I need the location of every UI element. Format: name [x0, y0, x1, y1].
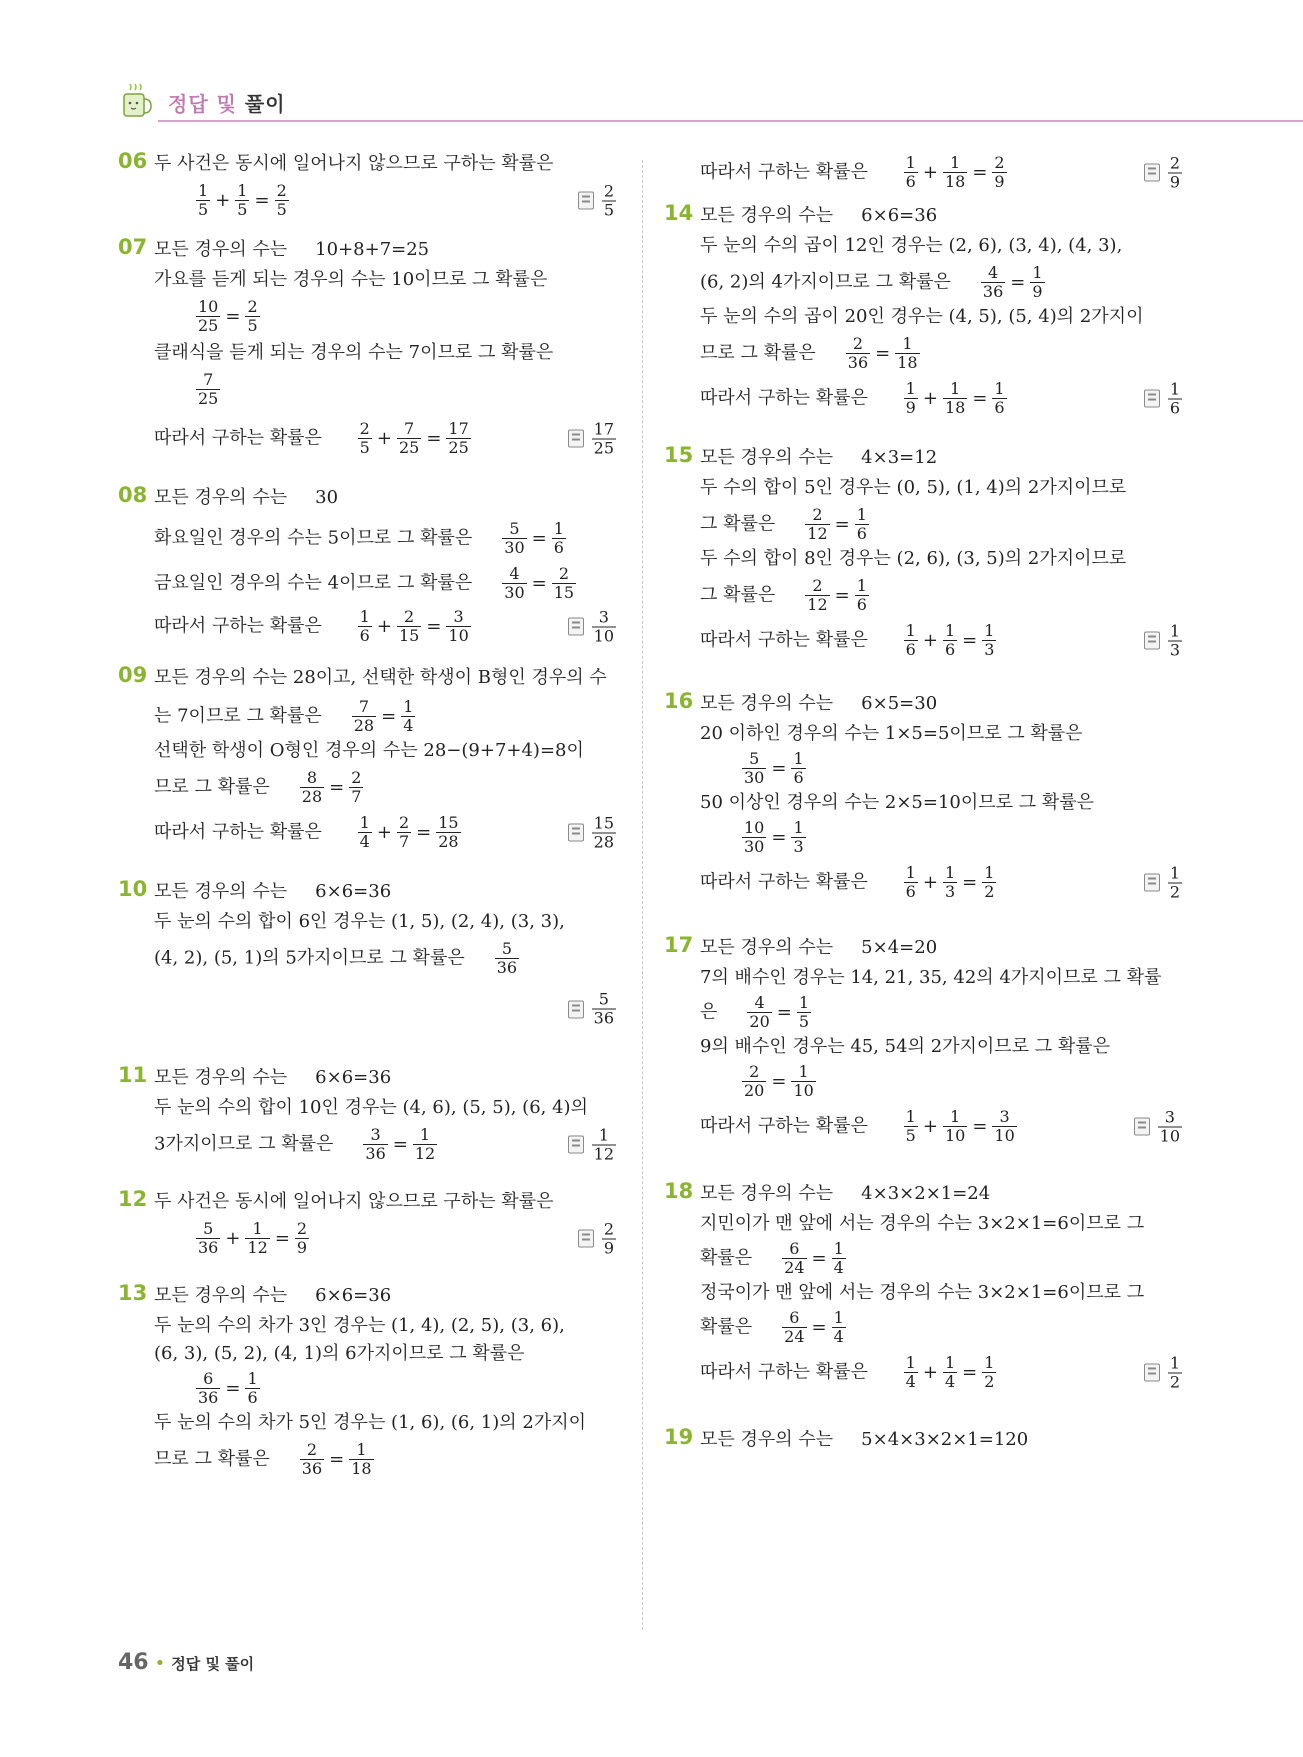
problem-text: 20 이하인 경우의 수는 1×5=5이므로 그 확률은	[700, 723, 1083, 744]
answer-mark-icon	[1144, 1364, 1160, 1382]
problem-number: 06	[118, 149, 148, 173]
mug-icon	[118, 82, 154, 122]
problem-18	[664, 1180, 1184, 1426]
fraction: $\frac{1}{5}$	[237, 181, 248, 219]
problem-16	[664, 690, 1184, 934]
problem-11	[118, 1064, 618, 1188]
equation-line: $\frac{6}{36}$ = $\frac{1}{6}$	[198, 1369, 258, 1407]
problem-number: 09	[118, 663, 148, 687]
problem-text: 화요일인 경우의 수는 5이므로 그 확률은 $\frac{5}{30}$ = $\frac{1}{6}$	[154, 519, 564, 557]
conclusion-line: 따라서 구하는 확률은 $\frac{2}{5}$ + $\frac{7}{25}$ = $\frac{17}{25}$ $\frac{17}{25}$	[118, 420, 618, 457]
problem-text: 므로 그 확률은 $\frac{8}{28}$ = $\frac{2}{7}$	[154, 768, 362, 806]
equation-line: $\frac{2}{20}$ = $\frac{1}{10}$	[744, 1062, 814, 1100]
header-rule	[158, 120, 1303, 122]
conclusion-line: 따라서 구하는 확률은 $\frac{1}{6}$ + $\frac{1}{6}$ = $\frac{1}{3}$ $\frac{1}{3}$	[664, 622, 1184, 659]
equation-line: $\frac{7}{25}$	[198, 370, 219, 408]
problem-text: 모든 경우의 수는 5×4=20	[700, 937, 938, 958]
problem-text: 모든 경우의 수는 10+8+7=25	[154, 239, 430, 260]
conclusion-line: 따라서 구하는 확률은 $\frac{1}{9}$ + $\frac{1}{18}$ = $\frac{1}{6}$ $\frac{1}{6}$	[664, 380, 1184, 417]
conclusion-line: 따라서 구하는 확률은 $\frac{1}{6}$ + $\frac{1}{3}$ = $\frac{1}{2}$ $\frac{1}{2}$	[664, 864, 1184, 901]
answer-mark-icon	[568, 618, 584, 636]
right-column	[664, 150, 1184, 1466]
answer: $\frac{2}{5}$	[578, 182, 618, 219]
answer-mark-icon	[1144, 164, 1160, 182]
problem-06	[118, 150, 618, 236]
page-title-part1: 정답 및	[168, 92, 237, 116]
problem-number: 19	[664, 1425, 694, 1449]
problem-text: 지민이가 맨 앞에 서는 경우의 수는 3×2×1=6이므로 그	[700, 1213, 1145, 1234]
problem-text: 7의 배수인 경우는 14, 21, 35, 42의 4가지이므로 그 확률	[700, 967, 1162, 988]
problem-07	[118, 236, 618, 484]
problem-text: 두 눈의 수의 합이 6인 경우는 (1, 5), (2, 4), (3, 3),	[154, 911, 565, 932]
conclusion-line: 따라서 구하는 확률은 $\frac{1}{5}$ + $\frac{1}{10}$ = $\frac{3}{10}$ $\frac{3}{10}$	[664, 1108, 1184, 1145]
answer-mark-icon	[1144, 390, 1160, 408]
answer: $\frac{2}{9}$	[1144, 154, 1184, 191]
page-footer	[118, 1650, 254, 1675]
problem-12	[118, 1188, 618, 1282]
problem-text: 은 $\frac{4}{20}$ = $\frac{1}{5}$	[700, 993, 810, 1031]
answer-mark-icon	[1134, 1118, 1150, 1136]
problem-text: 므로 그 확률은 $\frac{2}{36}$ = $\frac{1}{18}$	[700, 334, 918, 372]
problem-13	[118, 1282, 618, 1502]
problem-text: 확률은 $\frac{6}{24}$ = $\frac{1}{4}$	[700, 1308, 844, 1346]
answer: $\frac{1}{2}$	[1144, 1354, 1184, 1391]
problem-text: 선택한 학생이 O형인 경우의 수는 28−(9+7+4)=8이	[154, 740, 584, 761]
problem-text: 모든 경우의 수는 6×6=36	[154, 1067, 392, 1088]
problem-13-continued	[664, 150, 1184, 202]
left-column	[118, 150, 618, 1502]
answer-mark-icon	[568, 430, 584, 448]
equation-line: $\frac{10}{25}$ = $\frac{2}{5}$	[198, 297, 258, 335]
problem-text: 두 수의 합이 8인 경우는 (2, 6), (3, 5)의 2가지이므로	[700, 548, 1127, 569]
answer: $\frac{5}{36}$	[568, 991, 618, 1028]
problem-text: 두 눈의 수의 곱이 20인 경우는 (4, 5), (5, 4)의 2가지이	[700, 306, 1144, 327]
problem-number: 13	[118, 1281, 148, 1305]
problem-text: 그 확률은 $\frac{2}{12}$ = $\frac{1}{6}$	[700, 576, 867, 614]
problem-14	[664, 202, 1184, 444]
problem-text: 그 확률은 $\frac{2}{12}$ = $\frac{1}{6}$	[700, 505, 867, 543]
answer: $\frac{3}{10}$	[568, 608, 618, 645]
answer: $\frac{2}{9}$	[578, 1220, 618, 1257]
equation-line: $\frac{5}{36}$ + $\frac{1}{12}$ = $\frac{2}{9}$ $\frac{2}{9}$	[118, 1220, 618, 1257]
problem-15	[664, 444, 1184, 690]
problem-text: 모든 경우의 수는 28이고, 선택한 학생이 B형인 경우의 수	[154, 667, 607, 688]
problem-text: 두 눈의 수의 곱이 12인 경우는 (2, 6), (3, 4), (4, 3),	[700, 235, 1123, 256]
bullet-icon: •	[154, 1653, 166, 1674]
fraction: $\frac{2}{5}$	[276, 181, 287, 219]
problem-text: (6, 3), (5, 2), (4, 1)의 6가지이므로 그 확률은	[154, 1343, 525, 1364]
page-title	[168, 88, 286, 117]
problem-number: 10	[118, 877, 148, 901]
problem-text: 정국이가 맨 앞에 서는 경우의 수는 3×2×1=6이므로 그	[700, 1282, 1145, 1303]
answer: $\frac{17}{25}$	[568, 420, 618, 457]
fraction: $\frac{1}{5}$	[198, 181, 209, 219]
conclusion-line: 따라서 구하는 확률은 $\frac{1}{6}$ + $\frac{1}{18}$ = $\frac{2}{9}$ $\frac{2}{9}$	[664, 154, 1184, 191]
column-divider	[642, 160, 643, 1630]
conclusion-line: 따라서 구하는 확률은 $\frac{1}{4}$ + $\frac{1}{4}$ = $\frac{1}{2}$ $\frac{1}{2}$	[664, 1354, 1184, 1391]
problem-text: (4, 2), (5, 1)의 5가지이므로 그 확률은 $\frac{5}{36}$	[154, 939, 518, 977]
problem-19	[664, 1426, 1184, 1466]
problem-text: 50 이상인 경우의 수는 2×5=10이므로 그 확률은	[700, 792, 1095, 813]
conclusion-line: 따라서 구하는 확률은 $\frac{1}{4}$ + $\frac{2}{7}$ = $\frac{15}{28}$ $\frac{15}{28}$	[118, 814, 618, 851]
equation-line: $\frac{1}{5}$ + $\frac{1}{5}$ = $\frac{2}{5}$ $\frac{2}{5}$	[118, 182, 618, 219]
page-number: 46	[118, 1650, 149, 1675]
conclusion-line: 따라서 구하는 확률은 $\frac{1}{6}$ + $\frac{2}{15}$ = $\frac{3}{10}$ $\frac{3}{10}$	[118, 608, 618, 645]
problem-text: 모든 경우의 수는 6×6=36	[700, 205, 938, 226]
equation-line: $\frac{5}{30}$ = $\frac{1}{6}$	[744, 749, 804, 787]
answer: $\frac{1}{12}$	[568, 1126, 618, 1163]
problem-text: 두 눈의 수의 합이 10인 경우는 (4, 6), (5, 5), (6, 4)의	[154, 1097, 588, 1118]
problem-text: 모든 경우의 수는 30	[154, 487, 339, 508]
answer-mark-icon	[568, 1136, 584, 1154]
problem-text: 두 사건은 동시에 일어나지 않으므로 구하는 확률은	[154, 153, 554, 174]
answer: $\frac{1}{6}$	[1144, 380, 1184, 417]
problem-text: 두 수의 합이 5인 경우는 (0, 5), (1, 4)의 2가지이므로	[700, 477, 1127, 498]
problem-text: 모든 경우의 수는 4×3×2×1=24	[700, 1183, 991, 1204]
answer-mark-icon	[1144, 632, 1160, 650]
problem-text: (6, 2)의 4가지이므로 그 확률은 $\frac{4}{36}$ = $\frac{1}{9}$	[700, 263, 1043, 301]
problem-number: 15	[664, 443, 694, 467]
problem-text: 두 눈의 수의 차가 5인 경우는 (1, 6), (6, 1)의 2가지이	[154, 1412, 587, 1433]
problem-text: 는 7이므로 그 확률은 $\frac{7}{28}$ = $\frac{1}{4}$	[154, 697, 414, 735]
answer: $\frac{1}{2}$	[1144, 864, 1184, 901]
problem-08	[118, 484, 618, 664]
answer-mark-icon	[578, 192, 594, 210]
problem-text: 금요일인 경우의 수는 4이므로 그 확률은 $\frac{4}{30}$ = $\frac{2}{15}$	[154, 564, 575, 602]
problem-text: 므로 그 확률은 $\frac{2}{36}$ = $\frac{1}{18}$	[154, 1440, 372, 1478]
problem-17	[664, 934, 1184, 1180]
page-header	[118, 82, 1303, 122]
equation-line: $\frac{10}{30}$ = $\frac{1}{3}$	[744, 818, 804, 856]
problem-09	[118, 664, 618, 878]
problem-number: 12	[118, 1187, 148, 1211]
problem-number: 07	[118, 235, 148, 259]
page-title-part2: 풀이	[244, 92, 286, 116]
problem-text: 클래식을 듣게 되는 경우의 수는 7이므로 그 확률은	[154, 342, 554, 363]
answer-mark-icon	[1144, 874, 1160, 892]
problem-text: 모든 경우의 수는 6×6=36	[154, 1285, 392, 1306]
problem-number: 14	[664, 201, 694, 225]
problem-10	[118, 878, 618, 1064]
answer: $\frac{15}{28}$	[568, 814, 618, 851]
problem-text: 가요를 듣게 되는 경우의 수는 10이므로 그 확률은	[154, 269, 548, 290]
problem-text: 모든 경우의 수는 6×5=30	[700, 693, 938, 714]
problem-text: 모든 경우의 수는 6×6=36	[154, 881, 392, 902]
problem-text: 확률은 $\frac{6}{24}$ = $\frac{1}{4}$	[700, 1239, 844, 1277]
answer-mark-icon	[568, 1000, 584, 1018]
answer-mark-icon	[578, 1230, 594, 1248]
problem-number: 16	[664, 689, 694, 713]
problem-text: 모든 경우의 수는 5×4×3×2×1=120	[700, 1429, 1029, 1450]
problem-text: 9의 배수인 경우는 45, 54의 2가지이므로 그 확률은	[700, 1036, 1111, 1057]
problem-text: 모든 경우의 수는 4×3=12	[700, 447, 938, 468]
problem-text: 두 사건은 동시에 일어나지 않으므로 구하는 확률은	[154, 1191, 554, 1212]
footer-label: 정답 및 풀이	[171, 1655, 255, 1673]
problem-number: 08	[118, 483, 148, 507]
problem-number: 18	[664, 1179, 694, 1203]
conclusion-line: 3가지이므로 그 확률은 $\frac{3}{36}$ = $\frac{1}{12}$ $\frac{1}{12}$	[118, 1126, 618, 1163]
problem-number: 17	[664, 933, 694, 957]
answer-line	[118, 989, 618, 1029]
answer: $\frac{1}{3}$	[1144, 622, 1184, 659]
answer-mark-icon	[568, 824, 584, 842]
answer: $\frac{3}{10}$	[1134, 1108, 1184, 1145]
problem-number: 11	[118, 1063, 148, 1087]
problem-text: 두 눈의 수의 차가 3인 경우는 (1, 4), (2, 5), (3, 6),	[154, 1315, 565, 1336]
